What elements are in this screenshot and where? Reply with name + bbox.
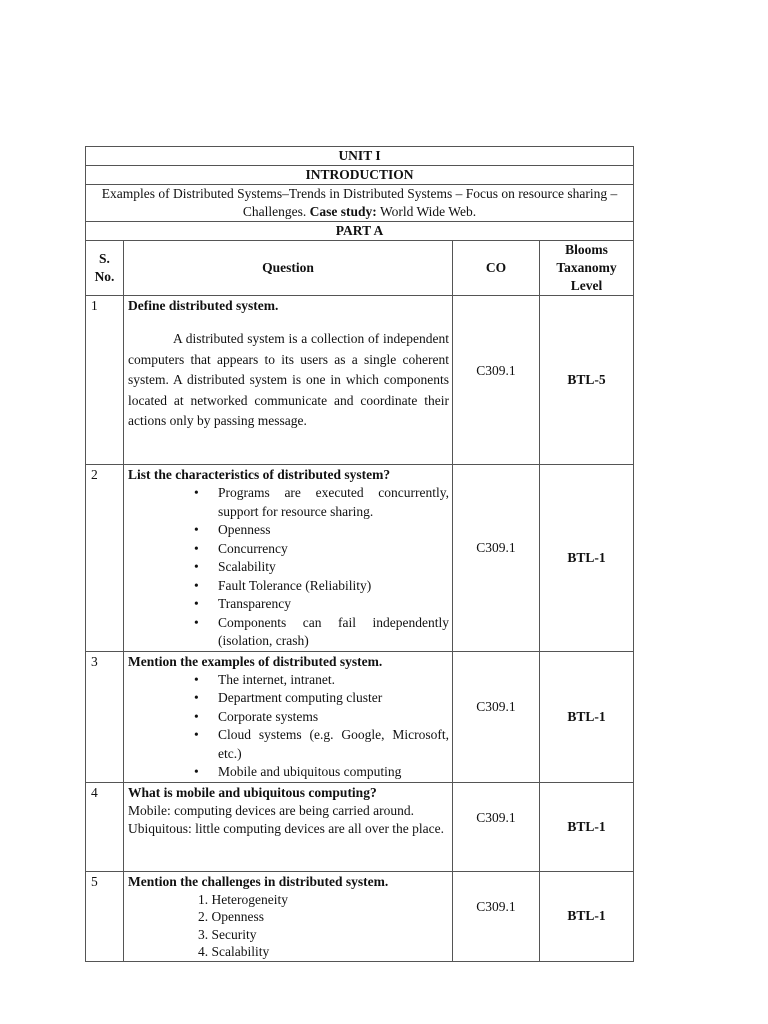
question-cell xyxy=(124,782,453,871)
co-value: C309.1 xyxy=(476,363,516,378)
col-header-sno: S. No. xyxy=(86,241,124,296)
col-header-blooms: Blooms Taxanomy Level xyxy=(540,241,634,296)
list-item: • Openness xyxy=(218,521,449,540)
row-number: 3 xyxy=(86,651,124,782)
question-cell xyxy=(124,871,453,961)
list-item: 4. Scalability xyxy=(198,944,270,959)
co-cell xyxy=(453,296,540,465)
answer-line: Ubiquitous: little computing devices are all over the place. xyxy=(128,820,445,836)
unit-title: INTRODUCTION xyxy=(86,166,634,185)
blooms-level: BTL-1 xyxy=(540,465,634,652)
co-value: C309.1 xyxy=(476,540,516,555)
question-cell xyxy=(124,651,453,782)
table-row xyxy=(86,651,634,782)
part-heading: PART A xyxy=(86,222,634,241)
syllabus-cell xyxy=(86,185,634,222)
table-row xyxy=(86,871,634,961)
blooms-level: BTL-1 xyxy=(540,871,634,961)
list-item: • Scalability xyxy=(218,558,449,577)
question-title: Define distributed system. xyxy=(128,298,279,313)
table-row xyxy=(86,465,634,652)
blooms-level: BTL-1 xyxy=(540,651,634,782)
row-number: 1 xyxy=(86,296,124,465)
list-item: 3. Security xyxy=(198,926,257,942)
examples-list xyxy=(128,671,449,782)
list-item: • Corporate systems xyxy=(218,708,449,727)
answer-paragraph: A distributed system is a collection of independent computers that appears to its users as a single coherent system. A distributed system is one in which components located at networked communicate and coordinate their actions only by passing message. xyxy=(128,331,449,428)
table-row xyxy=(86,782,634,871)
co-value: C309.1 xyxy=(476,898,516,914)
answer-line: Mobile: computing devices are being carried around. xyxy=(128,802,415,818)
syllabus-text: Examples of Distributed Systems–Trends in Distributed Systems – Focus on resource sharing – Challenges. xyxy=(101,186,618,219)
unit-heading: UNIT I xyxy=(86,147,634,166)
question-cell xyxy=(124,296,453,465)
co-value: C309.1 xyxy=(476,698,516,714)
question-title: List the characteristics of distributed system? xyxy=(128,467,391,482)
list-item: • Transparency xyxy=(218,595,449,614)
list-item: • Components can fail independently (isolation, crash) xyxy=(218,614,449,651)
list-item: • Department computing cluster xyxy=(218,689,449,708)
list-item: • Mobile and ubiquitous computing xyxy=(218,763,449,782)
table-row xyxy=(86,296,634,465)
col-header-co: CO xyxy=(453,241,540,296)
list-item: • The internet, intranet. xyxy=(218,671,449,690)
question-cell xyxy=(124,465,453,652)
list-item: 1. Heterogeneity xyxy=(198,891,288,907)
co-cell xyxy=(453,871,540,961)
col-header-question: Question xyxy=(124,241,453,296)
list-item: • Fault Tolerance (Reliability) xyxy=(218,577,449,596)
question-title: Mention the challenges in distributed system. xyxy=(128,873,389,889)
blooms-level: BTL-5 xyxy=(540,296,634,465)
co-value: C309.1 xyxy=(476,809,516,825)
case-study-text: World Wide Web. xyxy=(376,204,477,219)
row-number: 5 xyxy=(86,871,124,961)
characteristics-list xyxy=(128,484,449,651)
list-item: 2. Openness xyxy=(198,909,264,924)
co-cell xyxy=(453,465,540,652)
list-item: • Concurrency xyxy=(218,540,449,559)
row-number: 2 xyxy=(86,465,124,652)
case-study-label: Case study: xyxy=(309,204,377,219)
row-number: 4 xyxy=(86,782,124,871)
question-title: What is mobile and ubiquitous computing? xyxy=(128,784,377,800)
blooms-level: BTL-1 xyxy=(540,782,634,871)
challenges-list xyxy=(128,891,449,961)
co-cell xyxy=(453,651,540,782)
co-cell xyxy=(453,782,540,871)
list-item: • Programs are executed concurrently, support for resource sharing. xyxy=(218,484,449,521)
question-title: Mention the examples of distributed system. xyxy=(128,653,383,669)
question-bank-table xyxy=(85,146,634,962)
list-item: • Cloud systems (e.g. Google, Microsoft, etc.) xyxy=(218,726,449,763)
